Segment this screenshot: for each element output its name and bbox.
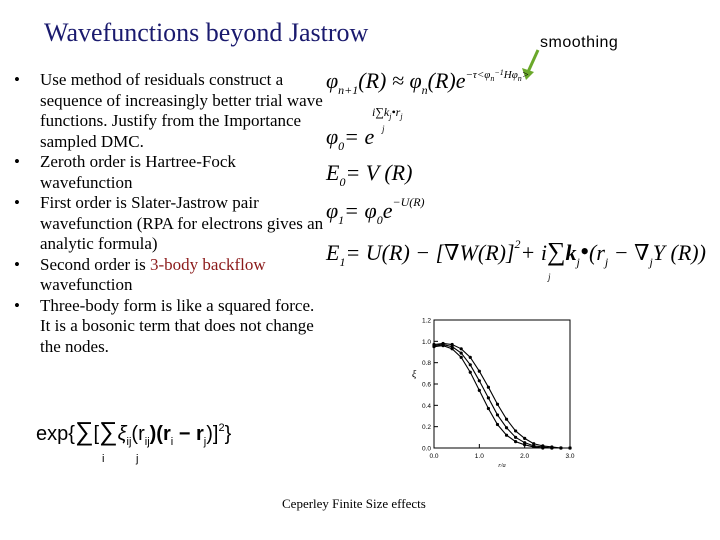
highlight-text: 3-body backflow [150, 254, 266, 274]
y-tick-label: 0.0 [421, 445, 431, 453]
data-point [478, 389, 481, 392]
y-tick-label: 0.4 [421, 402, 431, 410]
data-point [514, 436, 517, 439]
data-point [505, 434, 508, 437]
x-tick-label: 2.0 [520, 453, 530, 460]
x-tick-label: 1.0 [474, 453, 484, 460]
x-axis-label: r/a [498, 462, 506, 469]
svg-text:exp{∑[∑ξij(rij)(ri − rj)]2}: $\exp\{\sum[\sum\xi_{ij}(r_{ij})(r_i - r_j)]^2\}$ [36, 416, 232, 448]
data-point [478, 379, 481, 382]
series-line [434, 345, 570, 448]
data-point [550, 445, 553, 448]
eq-E0: $E_0= V$ (R) [326, 160, 413, 189]
x-tick-label: 0.0 [429, 453, 439, 460]
eq-phase-under: j [382, 124, 385, 134]
data-point [541, 444, 544, 447]
y-axis-label: ξ [412, 369, 417, 381]
data-point [487, 396, 490, 399]
data-point [568, 446, 571, 449]
eq-E1-under: j [548, 272, 551, 282]
data-point [523, 441, 526, 444]
bullet-item: • Second order is 3-body backflow wavefunction [14, 254, 266, 294]
data-point [451, 343, 454, 346]
backflow-plot [404, 312, 584, 489]
data-point [469, 371, 472, 374]
bullet-item: • Zeroth order is Hartree-Fock wavefunction [14, 152, 236, 192]
y-tick-label: 0.2 [421, 424, 431, 432]
eq-phi-next: $\varphi_{n+1}(R) \approx \varphi_n(R)e^{-\tau<\varphi}n^{-1}H\varphi n>$ [326, 68, 530, 97]
plot-frame [434, 320, 570, 448]
bullet-item: • Three-body form is like a squared force. It is a bosonic term that does not change the nodes. [14, 295, 315, 356]
data-point [460, 351, 463, 354]
data-point [514, 429, 517, 432]
backflow-formula [36, 410, 336, 471]
data-point [496, 423, 499, 426]
data-point [487, 407, 490, 410]
slide-title: Wavefunctions beyond Jastrow [44, 18, 369, 47]
y-tick-label: 1.0 [421, 338, 431, 346]
data-point [496, 403, 499, 406]
data-point [460, 356, 463, 359]
data-point [460, 347, 463, 350]
bullet-item: • Use method of residuals construct a sequence of increasingly better trial wave functions. Justify from the Importance sampled DMC. [14, 70, 323, 151]
data-point [505, 426, 508, 429]
data-point [478, 370, 481, 373]
y-tick-label: 0.6 [421, 381, 431, 389]
data-point [469, 363, 472, 366]
series-line [434, 343, 570, 448]
data-point [441, 342, 444, 345]
data-point [523, 437, 526, 440]
equation-column [322, 64, 720, 294]
x-tick-label: 3.0 [565, 453, 575, 460]
data-point [496, 413, 499, 416]
annotation-label: smoothing [540, 34, 619, 51]
data-point [514, 440, 517, 443]
bullet-list [14, 70, 326, 357]
eq-phi1: $\varphi_1= \varphi_0e^{-U(R)}$ [326, 195, 425, 227]
data-point [532, 442, 535, 445]
footer-text: Ceperley Finite Size effects [282, 496, 426, 511]
data-point [432, 343, 435, 346]
data-point [559, 446, 562, 449]
svg-text:j: j [136, 453, 139, 465]
data-point [487, 386, 490, 389]
data-point [505, 418, 508, 421]
eq-phi0: $\varphi_0= e$ [326, 124, 375, 153]
svg-text:i: i [102, 453, 105, 465]
series-line [434, 346, 570, 448]
eq-E1: $E_1= U(R) - [\nabla W(R)]^2+$ $i\sum k_j•(r_j - \nabla_jY$ (R)) [326, 237, 706, 269]
data-point [469, 356, 472, 359]
bullet-item: • First order is Slater-Jastrow pair wavefunction (RPA for electrons gives an analytic formula) [14, 193, 324, 253]
eq-phase-exponent: $i\sum k_j•r_j$ [372, 105, 403, 121]
y-tick-label: 0.8 [421, 360, 431, 368]
y-tick-label: 1.2 [421, 317, 431, 325]
